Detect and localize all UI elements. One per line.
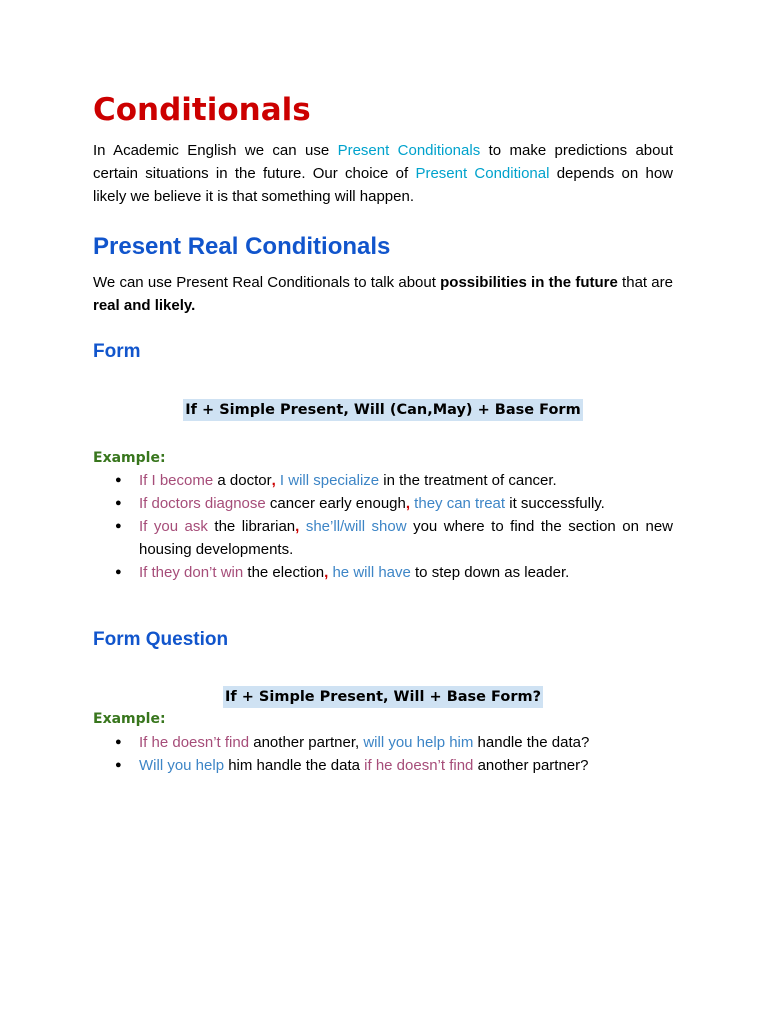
section-intro-bold-2: real and likely. [93,297,196,314]
example-text: to step down as leader. [410,564,570,581]
list-item [93,469,673,492]
example-condition: If he doesn’t find [139,734,250,751]
form-formula-row [93,398,673,421]
example-result: will you help him [359,734,474,751]
example-text: a doctor [213,472,272,489]
list-item [93,754,673,777]
list-item [93,515,673,561]
example-text: the librarian [207,518,296,535]
example-condition: if he doesn’t find [359,757,474,774]
section-intro-bold-1: possibilities in the future [440,274,618,291]
example-condition: If they don’t win [139,564,244,581]
intro-text-3: depends on how likely we believe it is that something will happen. [93,165,674,205]
bullet-icon: ● [115,520,122,532]
bullet-icon: ● [115,474,122,486]
example-comma: , [295,518,300,535]
example-text: handle the data? [473,734,590,751]
example-comma: , [271,472,276,489]
example-condition: If I become [139,472,214,489]
example-text: cancer early enough [265,495,406,512]
section-heading: Present Real Conditionals [93,233,391,260]
example-result: Will you help [139,757,225,774]
list-item [93,561,673,584]
example-condition: If doctors diagnose [139,495,266,512]
example-text: another partner, [249,734,360,751]
example-result: she’ll/will show [299,518,407,535]
example-comma: , [324,564,329,581]
list-item [93,492,673,515]
form-question-example-list [93,731,673,777]
list-item [93,731,673,754]
section-intro-text-1: We can use Present Real Conditionals to talk about [93,274,441,291]
form-question-formula: If + Simple Present, Will + Base Form? [223,686,543,708]
form-formula: If + Simple Present, Will (Can,May) + Base Form [183,399,582,421]
section-intro-text-2: that are [617,274,673,291]
intro-text-1: In Academic English we can use [93,142,338,159]
example-text: you where to find the section on new housing developments. [139,518,674,558]
form-question-heading: Form Question [93,629,229,650]
intro-text-2: to make predictions about certain situations in the future. Our choice of [93,142,674,182]
form-question-example-label: Example: [93,711,166,727]
bullet-icon: ● [115,497,122,509]
form-example-label: Example: [93,450,166,466]
intro-term-1: Present Conditionals [337,142,481,159]
document-title: Conditionals [93,92,311,128]
form-example-list [93,469,673,584]
example-comma: , [405,495,411,512]
example-text: another partner? [473,757,589,774]
bullet-icon: ● [115,566,122,578]
intro-paragraph [93,139,673,208]
example-result: I will specialize [275,472,380,489]
bullet-icon: ● [115,736,122,748]
form-question-formula-row [93,685,673,708]
intro-term-2: Present Conditional [415,165,550,182]
section-intro-paragraph [93,271,673,317]
example-result: they can treat [410,495,506,512]
bullet-icon: ● [115,759,122,771]
example-result: he will have [328,564,411,581]
example-condition: If you ask [139,518,208,535]
form-heading: Form [93,341,141,362]
example-text: him handle the data [224,757,360,774]
example-text: in the treatment of cancer. [379,472,557,489]
example-text: it successfully. [505,495,605,512]
example-text: the election [243,564,325,581]
